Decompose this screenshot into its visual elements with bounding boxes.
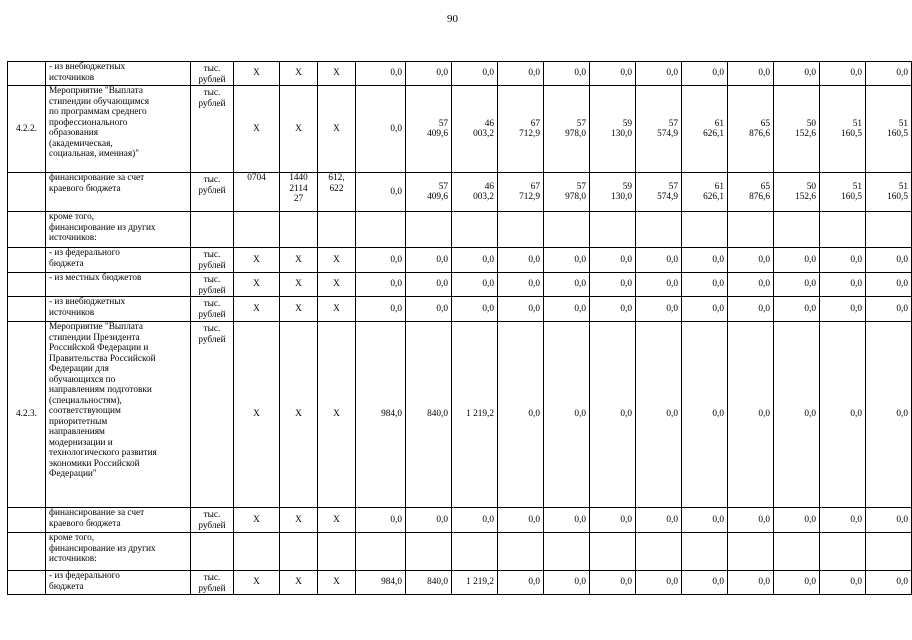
item-number-cell — [8, 297, 46, 322]
value-cell: 51 160,5 — [820, 86, 866, 173]
code-cell-target: X — [280, 273, 318, 297]
unit-cell: тыс. рублей — [191, 62, 234, 86]
empty-cell — [820, 533, 866, 571]
table-row — [8, 571, 912, 595]
table-row — [8, 297, 912, 322]
value-cell: 51 160,5 — [866, 173, 912, 212]
value-cell: 0,0 — [498, 248, 544, 273]
value-cell: 0,0 — [682, 248, 728, 273]
description-cell: финансирование за счет краевого бюджета — [46, 508, 191, 533]
value-cell: 0,0 — [682, 508, 728, 533]
empty-cell — [682, 533, 728, 571]
empty-cell — [682, 212, 728, 248]
empty-cell — [280, 212, 318, 248]
value-cell: 0,0 — [590, 62, 636, 86]
code-cell-type: X — [318, 571, 356, 595]
value-cell: 0,0 — [544, 273, 590, 297]
value-cell: 0,0 — [820, 297, 866, 322]
value-cell: 0,0 — [356, 173, 406, 212]
code-cell-type: 612, 622 — [318, 173, 356, 212]
value-cell: 46 003,2 — [452, 173, 498, 212]
value-cell: 0,0 — [728, 62, 774, 86]
empty-cell — [636, 533, 682, 571]
empty-cell — [234, 212, 280, 248]
value-cell: 0,0 — [774, 62, 820, 86]
empty-cell — [544, 533, 590, 571]
value-cell: 0,0 — [820, 248, 866, 273]
empty-cell — [498, 212, 544, 248]
code-cell-target: X — [280, 62, 318, 86]
value-cell: 0,0 — [728, 322, 774, 508]
empty-cell — [280, 533, 318, 571]
code-cell-target: X — [280, 571, 318, 595]
table-row — [8, 508, 912, 533]
value-cell: 61 626,1 — [682, 173, 728, 212]
value-cell: 0,0 — [498, 273, 544, 297]
value-cell: 46 003,2 — [452, 86, 498, 173]
empty-cell — [234, 533, 280, 571]
value-cell: 0,0 — [728, 297, 774, 322]
item-number-cell — [8, 508, 46, 533]
code-cell-section: X — [234, 322, 280, 508]
value-cell: 0,0 — [590, 297, 636, 322]
value-cell: 0,0 — [728, 273, 774, 297]
value-cell: 51 160,5 — [866, 86, 912, 173]
code-cell-type: X — [318, 248, 356, 273]
value-cell: 0,0 — [636, 508, 682, 533]
empty-cell — [452, 533, 498, 571]
value-cell: 984,0 — [356, 322, 406, 508]
empty-cell — [406, 533, 452, 571]
value-cell: 57 409,6 — [406, 173, 452, 212]
value-cell: 57 574,9 — [636, 86, 682, 173]
value-cell: 0,0 — [636, 62, 682, 86]
value-cell: 0,0 — [356, 297, 406, 322]
value-cell: 0,0 — [774, 322, 820, 508]
code-cell-section: X — [234, 62, 280, 86]
value-cell: 0,0 — [452, 508, 498, 533]
value-cell: 0,0 — [452, 248, 498, 273]
value-cell: 0,0 — [406, 273, 452, 297]
unit-cell: тыс. рублей — [191, 248, 234, 273]
description-cell: - из федерального бюджета — [46, 571, 191, 595]
value-cell: 0,0 — [866, 273, 912, 297]
empty-cell — [774, 212, 820, 248]
empty-cell — [406, 212, 452, 248]
value-cell: 57 409,6 — [406, 86, 452, 173]
value-cell: 840,0 — [406, 571, 452, 595]
table-body — [8, 62, 912, 595]
code-cell-type: X — [318, 273, 356, 297]
item-number-cell — [8, 248, 46, 273]
code-cell-section: X — [234, 297, 280, 322]
value-cell: 0,0 — [406, 508, 452, 533]
value-cell: 0,0 — [356, 273, 406, 297]
unit-cell: тыс. рублей — [191, 508, 234, 533]
value-cell: 0,0 — [544, 571, 590, 595]
value-cell: 0,0 — [590, 273, 636, 297]
code-cell-section: X — [234, 248, 280, 273]
value-cell: 0,0 — [866, 508, 912, 533]
code-cell-section: X — [234, 86, 280, 173]
value-cell: 0,0 — [406, 62, 452, 86]
value-cell: 57 978,0 — [544, 173, 590, 212]
value-cell: 0,0 — [774, 273, 820, 297]
value-cell: 0,0 — [636, 273, 682, 297]
table-row — [8, 62, 912, 86]
description-cell: - из местных бюджетов — [46, 273, 191, 297]
value-cell: 0,0 — [728, 248, 774, 273]
value-cell: 0,0 — [866, 322, 912, 508]
code-cell-type: X — [318, 508, 356, 533]
value-cell: 0,0 — [498, 62, 544, 86]
value-cell: 0,0 — [452, 273, 498, 297]
value-cell: 0,0 — [544, 297, 590, 322]
empty-cell — [774, 533, 820, 571]
value-cell: 0,0 — [728, 508, 774, 533]
value-cell: 0,0 — [774, 297, 820, 322]
code-cell-type: X — [318, 62, 356, 86]
value-cell: 0,0 — [356, 62, 406, 86]
table-row — [8, 273, 912, 297]
code-cell-section: X — [234, 273, 280, 297]
code-cell-target: X — [280, 248, 318, 273]
empty-cell — [356, 212, 406, 248]
description-cell: - из федерального бюджета — [46, 248, 191, 273]
empty-cell — [590, 533, 636, 571]
value-cell: 50 152,6 — [774, 173, 820, 212]
page-number: 90 — [447, 13, 458, 25]
unit-cell: тыс. рублей — [191, 173, 234, 212]
value-cell: 0,0 — [356, 248, 406, 273]
value-cell: 0,0 — [820, 508, 866, 533]
value-cell: 0,0 — [682, 62, 728, 86]
value-cell: 0,0 — [682, 322, 728, 508]
table-row — [8, 533, 912, 571]
value-cell: 0,0 — [498, 508, 544, 533]
value-cell: 0,0 — [406, 248, 452, 273]
value-cell: 984,0 — [356, 571, 406, 595]
code-cell-target: 1440 2114 27 — [280, 173, 318, 212]
item-number-cell — [8, 212, 46, 248]
value-cell: 0,0 — [774, 571, 820, 595]
item-number-cell: 4.2.2. — [8, 86, 46, 173]
value-cell: 0,0 — [498, 571, 544, 595]
code-cell-type: X — [318, 322, 356, 508]
value-cell: 61 626,1 — [682, 86, 728, 173]
empty-cell — [498, 533, 544, 571]
unit-cell: тыс. рублей — [191, 297, 234, 322]
table-row — [8, 86, 912, 173]
value-cell: 67 712,9 — [498, 173, 544, 212]
item-number-cell — [8, 533, 46, 571]
empty-cell — [820, 212, 866, 248]
value-cell: 0,0 — [544, 248, 590, 273]
empty-cell — [452, 212, 498, 248]
empty-cell — [866, 533, 912, 571]
value-cell: 0,0 — [866, 297, 912, 322]
code-cell-target: X — [280, 297, 318, 322]
item-number-cell — [8, 571, 46, 595]
value-cell: 0,0 — [356, 508, 406, 533]
value-cell: 0,0 — [452, 62, 498, 86]
description-cell: кроме того, финансирование из других источников: — [46, 212, 191, 248]
value-cell: 0,0 — [728, 571, 774, 595]
value-cell: 0,0 — [820, 571, 866, 595]
empty-cell — [318, 212, 356, 248]
value-cell: 0,0 — [590, 322, 636, 508]
empty-cell — [728, 533, 774, 571]
value-cell: 59 130,0 — [590, 86, 636, 173]
value-cell: 0,0 — [820, 62, 866, 86]
empty-cell — [356, 533, 406, 571]
value-cell: 65 876,6 — [728, 86, 774, 173]
value-cell: 840,0 — [406, 322, 452, 508]
value-cell: 1 219,2 — [452, 322, 498, 508]
code-cell-target: X — [280, 86, 318, 173]
empty-cell — [728, 212, 774, 248]
value-cell: 51 160,5 — [820, 173, 866, 212]
value-cell: 0,0 — [820, 322, 866, 508]
table-row — [8, 212, 912, 248]
value-cell: 57 978,0 — [544, 86, 590, 173]
value-cell: 0,0 — [590, 248, 636, 273]
value-cell: 0,0 — [544, 322, 590, 508]
item-number-cell — [8, 273, 46, 297]
code-cell-type: X — [318, 86, 356, 173]
code-cell-section: 0704 — [234, 173, 280, 212]
description-cell: Мероприятие "Выплата стипендии Президента Российской Федерации и Правительства Российской Федерации для обучающихся по направлениям подготовки (специальностям), соответствующим приоритетным направлениям модернизации и технологического развития экономики Российской Федерации" — [46, 322, 191, 508]
empty-cell — [866, 212, 912, 248]
empty-cell — [191, 533, 234, 571]
value-cell: 0,0 — [590, 508, 636, 533]
unit-cell: тыс. рублей — [191, 273, 234, 297]
value-cell: 0,0 — [866, 62, 912, 86]
description-cell: - из внебюджетных источников — [46, 62, 191, 86]
value-cell: 0,0 — [682, 571, 728, 595]
description-cell: - из внебюджетных источников — [46, 297, 191, 322]
empty-cell — [191, 212, 234, 248]
empty-cell — [590, 212, 636, 248]
unit-cell: тыс. рублей — [191, 86, 234, 173]
empty-cell — [544, 212, 590, 248]
empty-cell — [636, 212, 682, 248]
code-cell-target: X — [280, 508, 318, 533]
value-cell: 57 574,9 — [636, 173, 682, 212]
table-row — [8, 248, 912, 273]
value-cell: 65 876,6 — [728, 173, 774, 212]
value-cell: 0,0 — [452, 297, 498, 322]
value-cell: 50 152,6 — [774, 86, 820, 173]
table-row — [8, 322, 912, 508]
unit-cell: тыс. рублей — [191, 571, 234, 595]
value-cell: 0,0 — [774, 248, 820, 273]
description-cell: Мероприятие "Выплата стипендии обучающимся по программам среднего профессионального образования (академическая, социальная, именная)" — [46, 86, 191, 173]
value-cell: 0,0 — [866, 571, 912, 595]
table-row — [8, 173, 912, 212]
value-cell: 0,0 — [820, 273, 866, 297]
value-cell: 0,0 — [682, 273, 728, 297]
code-cell-section: X — [234, 571, 280, 595]
value-cell: 0,0 — [774, 508, 820, 533]
value-cell: 0,0 — [544, 62, 590, 86]
value-cell: 0,0 — [406, 297, 452, 322]
value-cell: 1 219,2 — [452, 571, 498, 595]
value-cell: 0,0 — [682, 297, 728, 322]
code-cell-target: X — [280, 322, 318, 508]
value-cell: 0,0 — [356, 86, 406, 173]
value-cell: 0,0 — [498, 322, 544, 508]
value-cell: 0,0 — [636, 322, 682, 508]
description-cell: финансирование за счет краевого бюджета — [46, 173, 191, 212]
empty-cell — [318, 533, 356, 571]
item-number-cell — [8, 62, 46, 86]
value-cell: 67 712,9 — [498, 86, 544, 173]
value-cell: 0,0 — [636, 248, 682, 273]
value-cell: 0,0 — [866, 248, 912, 273]
budget-table — [7, 61, 912, 595]
item-number-cell — [8, 173, 46, 212]
value-cell: 0,0 — [590, 571, 636, 595]
value-cell: 59 130,0 — [590, 173, 636, 212]
unit-cell: тыс. рублей — [191, 322, 234, 508]
value-cell: 0,0 — [636, 297, 682, 322]
value-cell: 0,0 — [636, 571, 682, 595]
code-cell-section: X — [234, 508, 280, 533]
value-cell: 0,0 — [544, 508, 590, 533]
value-cell: 0,0 — [498, 297, 544, 322]
description-cell: кроме того, финансирование из других источников: — [46, 533, 191, 571]
code-cell-type: X — [318, 297, 356, 322]
item-number-cell: 4.2.3. — [8, 322, 46, 508]
